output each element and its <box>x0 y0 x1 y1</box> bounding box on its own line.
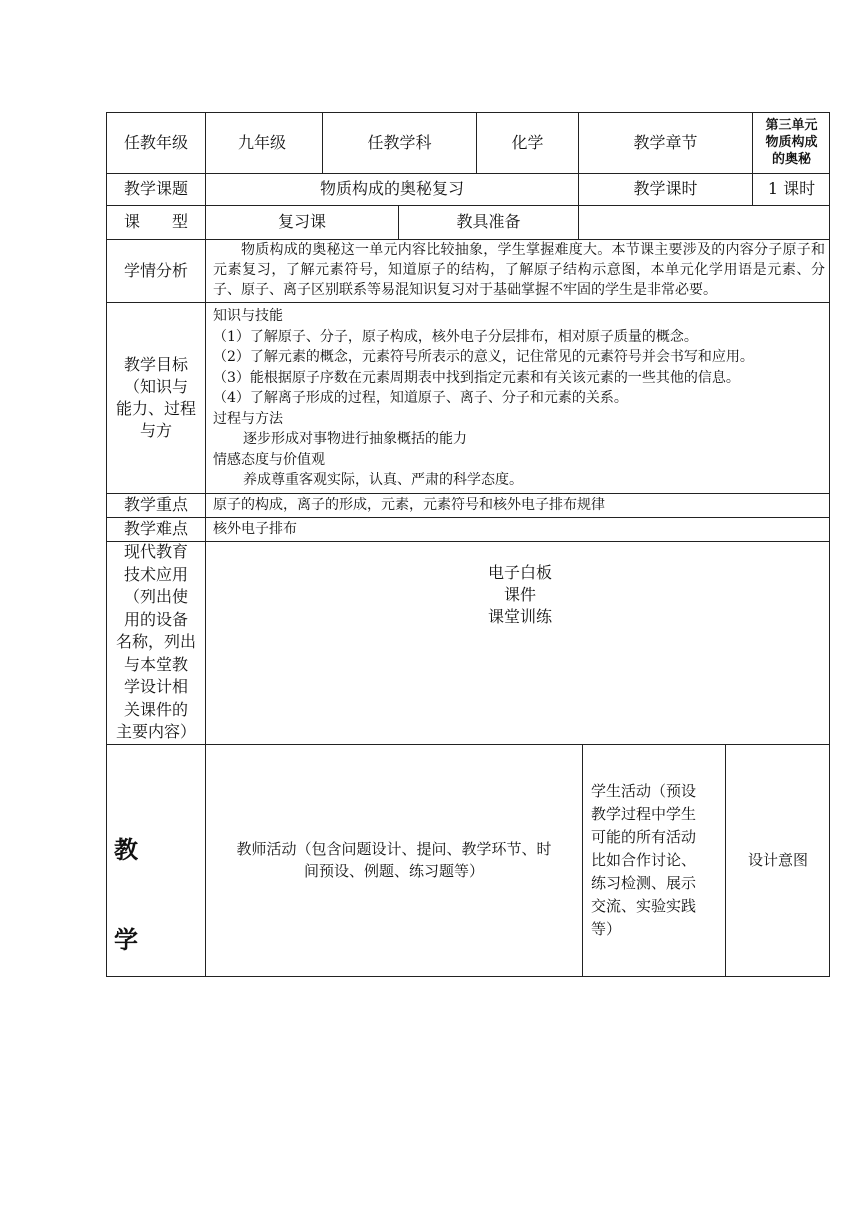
chapter-value-line: 物质构成 <box>765 135 818 150</box>
subject-label: 任教学科 <box>367 132 432 152</box>
chapter-value-line: 第三单元 <box>765 118 818 133</box>
row-divider <box>106 302 830 303</box>
teaching-label-bottom: 学 <box>114 925 138 954</box>
objective-line: 逐步形成对事物进行抽象概括的能力 <box>243 431 467 447</box>
tech-label-line: （列出使 <box>123 587 188 607</box>
design-intent: 设计意图 <box>747 851 808 869</box>
tools-value <box>579 205 830 239</box>
grade-value: 九年级 <box>238 132 287 152</box>
tech-label-line: 用的设备 <box>123 609 188 629</box>
tech-label <box>106 541 206 744</box>
objective-line: 养成尊重客观实际，认真、严肃的科学态度。 <box>243 472 523 488</box>
tech-label-line: 技术应用 <box>123 564 188 584</box>
student-activity-line: 等） <box>591 919 622 938</box>
row-divider <box>106 541 830 542</box>
teaching-label-top: 教 <box>114 835 138 864</box>
teacher-activity <box>206 835 582 885</box>
student-activity-line: 教学过程中学生 <box>591 804 697 823</box>
objectives-content <box>213 306 825 490</box>
student-activity-line: 练习检测、展示 <box>591 873 697 892</box>
difficulty-label: 教学难点 <box>123 519 188 538</box>
tech-item: 电子白板 <box>487 563 552 582</box>
objective-line: （1）了解原子、分子，原子构成，核外电子分层排布，相对原子质量的概念。 <box>213 328 698 345</box>
subject-value: 化学 <box>511 132 544 152</box>
student-activity-line: 交流、实验实践 <box>591 896 697 915</box>
topic-label: 教学课题 <box>123 179 188 198</box>
teacher-activity-line: 间预设、例题、练习题等） <box>303 862 484 880</box>
analysis-label: 学情分析 <box>123 260 188 280</box>
type-value: 复习课 <box>277 212 326 231</box>
tech-label-line: 学设计相 <box>123 677 188 697</box>
row-divider <box>106 744 830 745</box>
objective-line: （2）了解元素的概念，元素符号所表示的意义，记住常见的元素符号并会书写和应用。 <box>213 349 754 365</box>
student-activity-line: 学生活动（预设 <box>591 781 697 800</box>
objective-line: 过程与方法 <box>213 410 283 427</box>
objective-line: （3）能根据原子序数在元素周期表中找到指定元素和有关该元素的一些其他的信息。 <box>213 369 740 386</box>
tech-item: 课堂训练 <box>487 607 552 626</box>
tech-label-line: 名称，列出 <box>115 632 196 652</box>
tech-label-line: 与本堂教 <box>123 654 188 674</box>
objectives-label-line: （知识与 <box>123 376 188 396</box>
tech-label-line: 关课件的 <box>123 699 188 719</box>
hours-label: 教学课时 <box>633 179 698 198</box>
chapter-value <box>753 112 830 173</box>
student-activity <box>583 778 725 942</box>
chapter-label: 教学章节 <box>633 132 698 152</box>
objective-line: （4）了解离子形成的过程，知道原子、离子、分子和元素的关系。 <box>213 390 628 406</box>
tech-items <box>420 562 620 632</box>
student-activity-line: 可能的所有活动 <box>591 827 697 846</box>
objectives-label-line: 能力、过程 <box>115 398 196 418</box>
key-point-label: 教学重点 <box>123 495 188 514</box>
objectives-label-line: 教学目标 <box>123 354 188 374</box>
hours-value: 1 课时 <box>767 179 816 198</box>
tech-label-line: 现代教育 <box>123 542 188 562</box>
student-activity-line: 比如合作讨论、 <box>591 850 697 869</box>
tech-item: 课件 <box>503 585 536 604</box>
analysis-text: 物质构成的奥秘这一单元内容比较抽象，学生掌握难度大。本节课主要涉及的内容分子原子和元素复习，了解元素符号，知道原子的结构，了解原子结构示意图，本单元化学用语是元素、分子、原子、离子区别联系等易混知识复习对于基础掌握不牢固的学生是非常必要。 <box>213 242 825 298</box>
chapter-value-line: 的奥秘 <box>771 152 811 167</box>
tech-label-line: 主要内容） <box>115 722 196 742</box>
topic-value: 物质构成的奥秘复习 <box>319 179 464 198</box>
objective-line: 情感态度与价值观 <box>213 451 325 468</box>
objectives-label-line: 与方 <box>139 420 172 440</box>
key-point-text: 原子的构成，离子的形成，元素，元素符号和核外电子排布规律 <box>213 497 605 513</box>
teacher-activity-line: 教师活动（包含问题设计、提问、教学环节、时 <box>236 840 552 858</box>
type-label: 课 型 <box>123 212 188 231</box>
grade-label: 任教年级 <box>123 132 188 152</box>
objective-line: 知识与技能 <box>213 308 283 324</box>
tools-label: 教具准备 <box>456 212 521 231</box>
difficulty-text: 核外电子排布 <box>213 521 297 537</box>
objectives-label <box>106 302 206 493</box>
